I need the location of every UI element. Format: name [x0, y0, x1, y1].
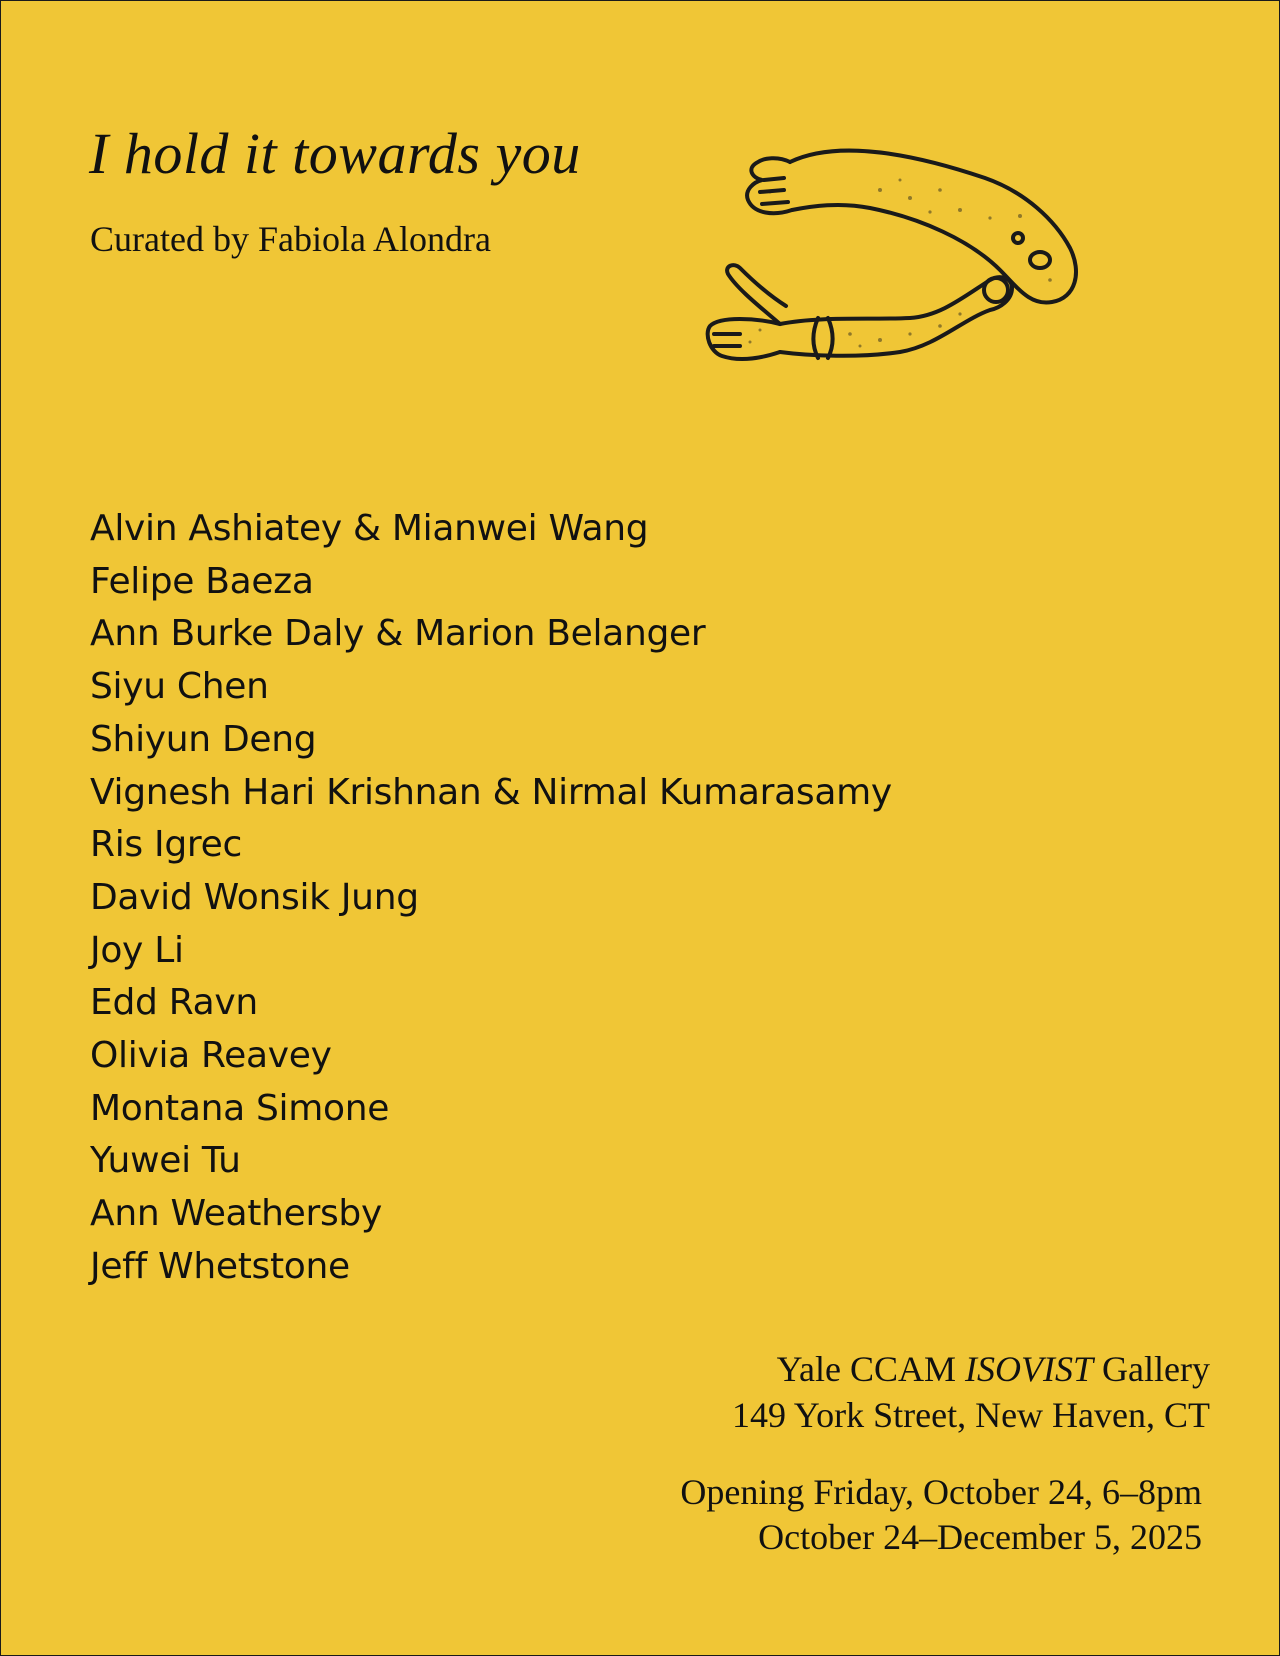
lower-hand-icon	[708, 265, 786, 359]
opening-date: Opening Friday, October 24, 6–8pm	[680, 1472, 1202, 1512]
artist-list	[90, 503, 892, 1294]
exhibition-title: I hold it towards you	[89, 121, 581, 186]
artist-name: Joy Li	[90, 929, 184, 971]
artist-name: Alvin Ashiatey & Mianwei Wang	[90, 508, 649, 549]
artist-name: Montana Simone	[90, 1087, 390, 1129]
venue-name-prefix: Yale CCAM	[776, 1349, 966, 1389]
artist-name: Siyu Chen	[90, 666, 269, 708]
artist-name: Olivia Reavey	[90, 1035, 332, 1077]
venue-address: 149 York Street, New Haven, CT	[732, 1395, 1210, 1435]
venue-name-italic: ISOVIST	[965, 1349, 1094, 1389]
artist-name: Vignesh Hari Krishnan & Nirmal Kumarasamy	[90, 771, 892, 813]
artist-name: Ris Igrec	[90, 824, 242, 866]
upper-arm-icon	[790, 151, 1076, 303]
artist-name: Yuwei Tu	[90, 1140, 241, 1182]
venue-name	[732, 1346, 1210, 1392]
artist-name: Ann Burke Daly & Marion Belanger	[90, 613, 706, 655]
dates-block	[680, 1470, 1202, 1560]
curator-credit: Curated by Fabiola Alondra	[90, 219, 491, 259]
venue-block	[732, 1346, 1210, 1438]
artist-name: Jeff Whetstone	[90, 1245, 350, 1287]
artist-name: Edd Ravn	[90, 982, 258, 1024]
artist-name: Shiyun Deng	[90, 718, 317, 760]
artist-name: Felipe Baeza	[90, 560, 314, 602]
artist-name: David Wonsik Jung	[90, 876, 419, 918]
artist-name: Ann Weathersby	[90, 1193, 382, 1235]
upper-hand-icon	[747, 158, 792, 213]
venue-name-suffix: Gallery	[1093, 1349, 1210, 1389]
reaching-arms-illustration	[700, 120, 1170, 420]
exhibition-run: October 24–December 5, 2025	[758, 1517, 1202, 1557]
